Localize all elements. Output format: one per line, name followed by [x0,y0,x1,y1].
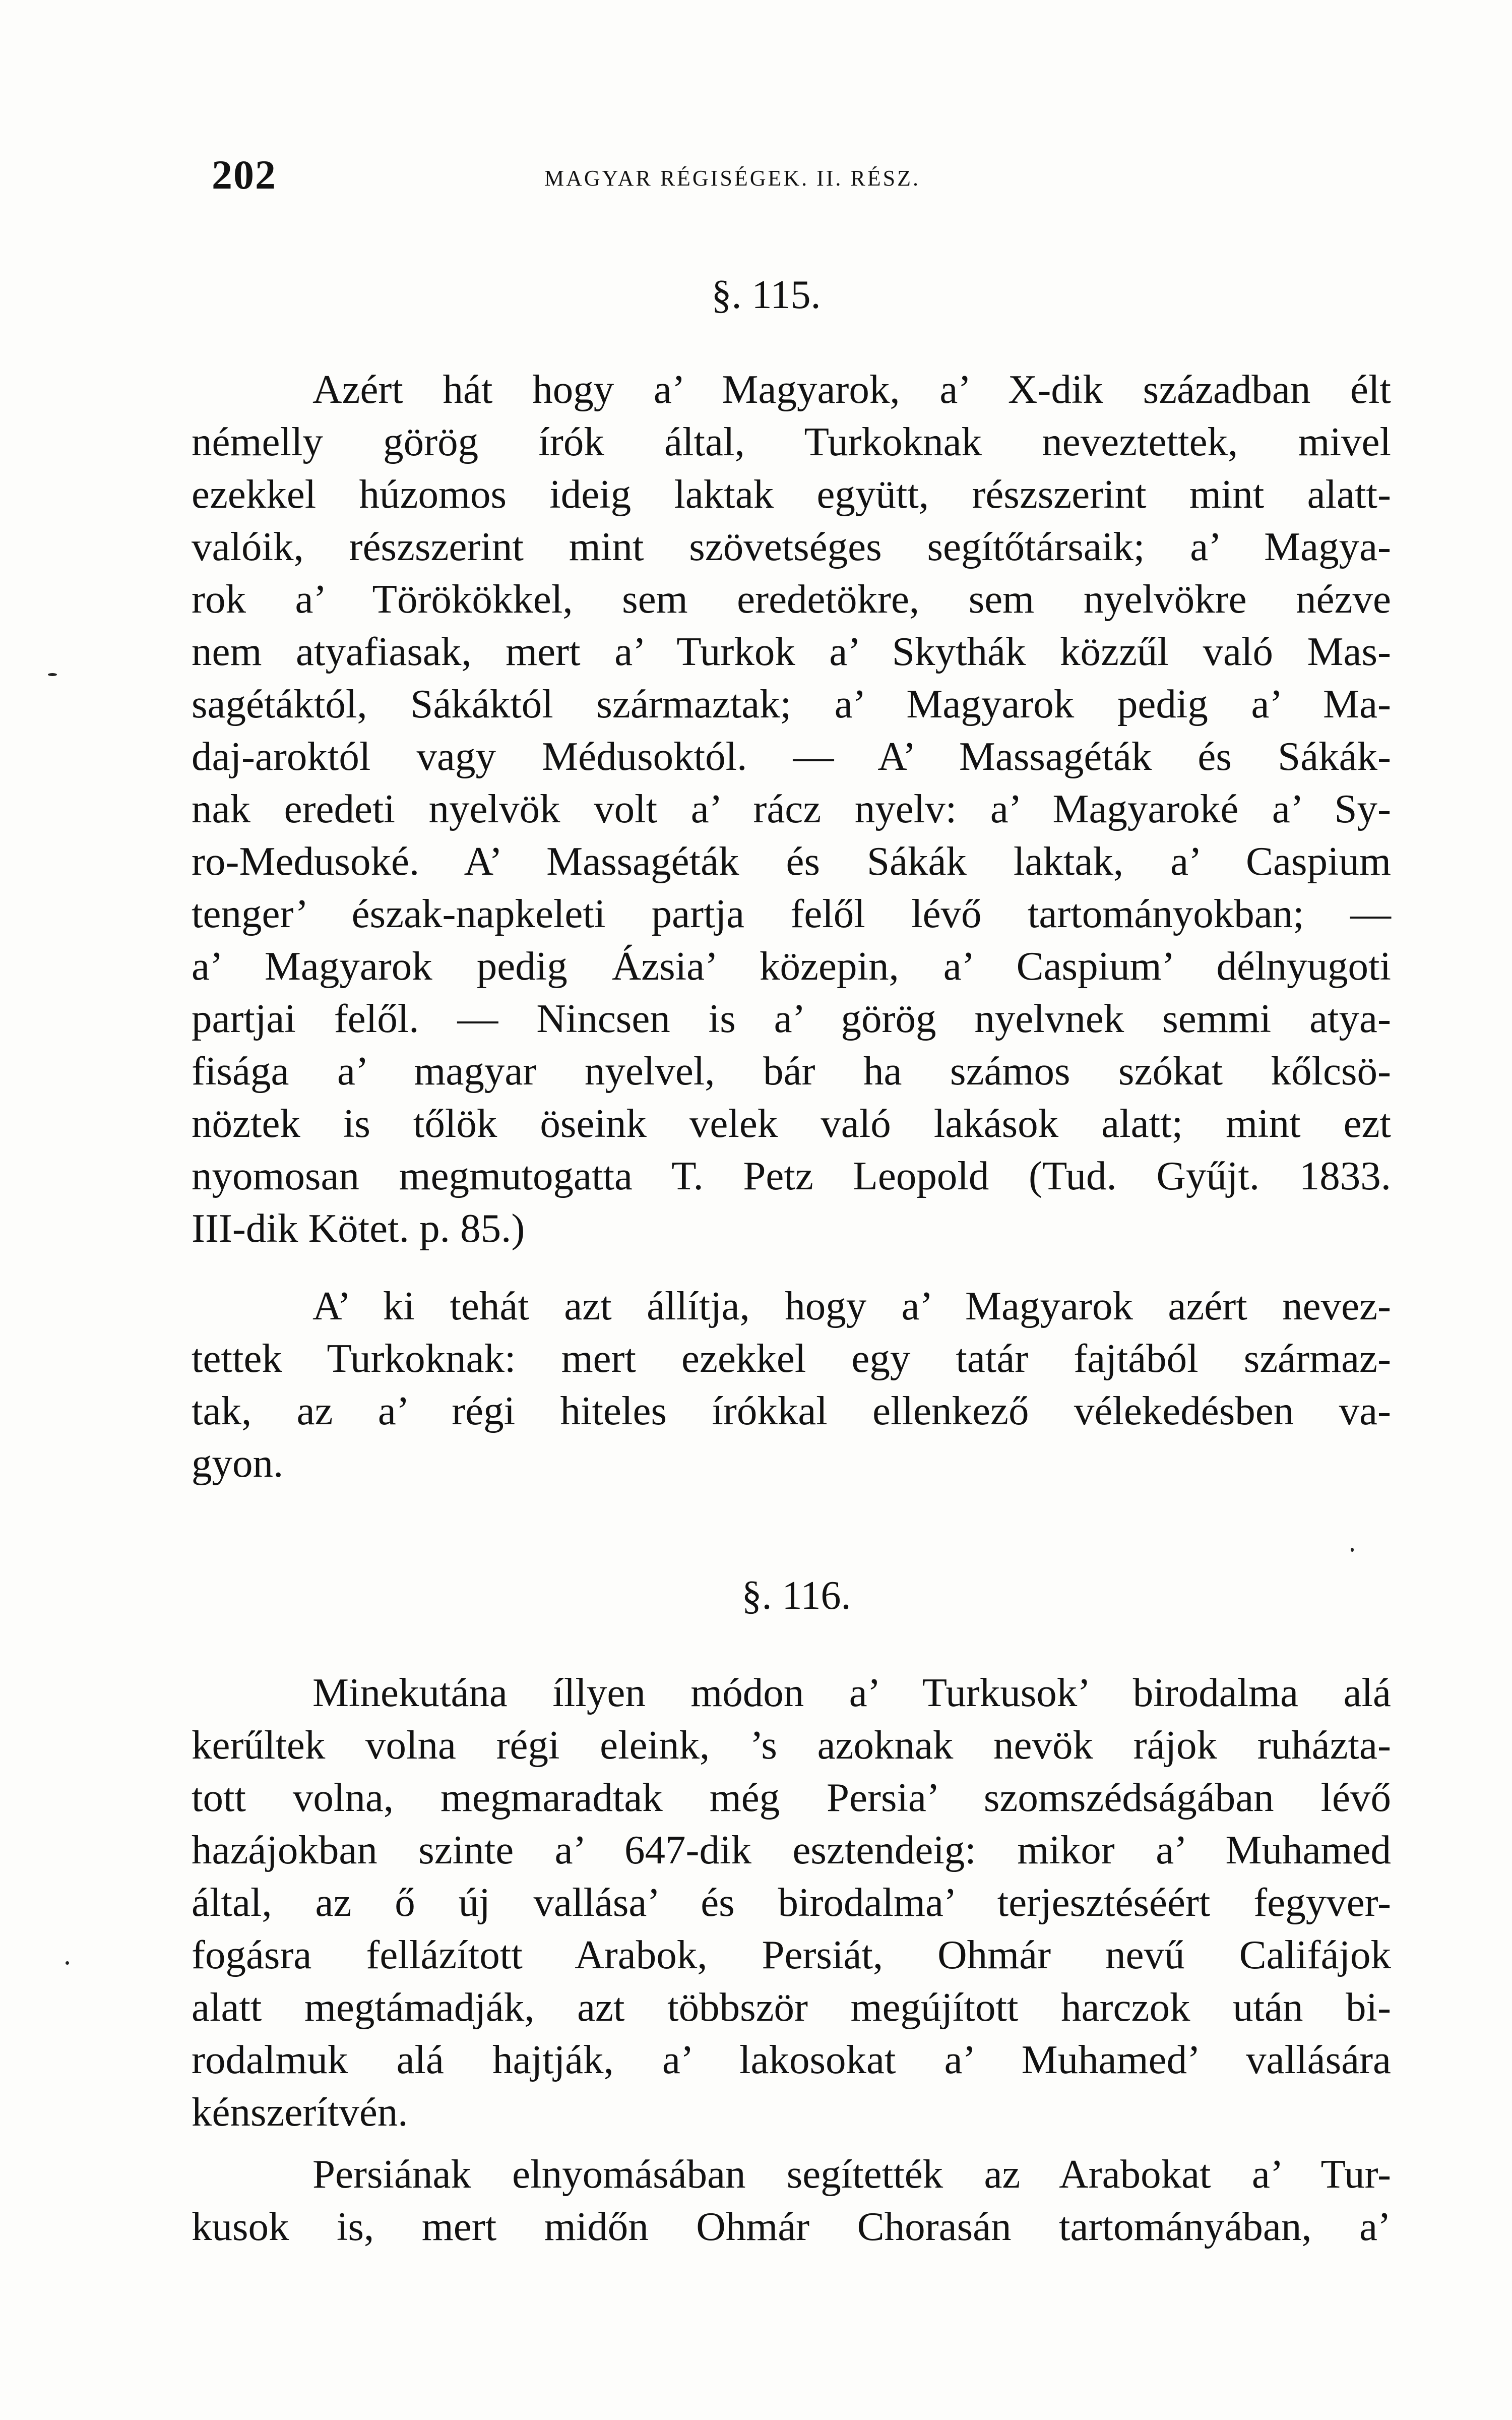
text-line: fisága a’ magyar nyelvel, bár ha számos szókat kőlcsö- [192,1048,1391,1094]
text-line: Minekutána íllyen módon a’ Turkusok’ birodalma alá [312,1670,1391,1715]
text-line: A’ ki tehát azt állítja, hogy a’ Magyarok azért nevez- [312,1283,1391,1328]
text-line: III-dik Kötet. p. 85.) [192,1205,525,1251]
text-line: által, az ő új vallása’ és birodalma’ terjesztéséért fegyver- [192,1880,1391,1925]
section-heading-115: §. 115. [711,273,821,317]
text-line: nyomosan megmutogatta T. Petz Leopold (Tud. Gyűjt. 1833. [192,1153,1391,1198]
text-line: fogásra fellázított Arabok, Persiát, Ohmár nevű Califájok [192,1932,1391,1977]
scan-speck [66,1961,69,1965]
scan-speck [48,673,57,676]
text-line: a’ Magyarok pedig Ázsia’ közepin, a’ Caspium’ délnyugoti [192,943,1391,989]
text-line: valóik, részszerint mint szövetséges segítőtársaik; a’ Magya- [192,524,1391,569]
section-115-paragraph-1 [192,363,1391,1254]
text-line: alatt megtámadják, azt többször megújított harczok után bi- [192,1984,1391,2030]
text-line: tak, az a’ régi hiteles írókkal ellenkező vélekedésben va- [192,1388,1391,1433]
text-line: némelly görög írók által, Turkoknak neveztettek, mivel [192,419,1391,464]
text-line: tettek Turkoknak: mert ezekkel egy tatár fajtából származ- [192,1336,1391,1381]
text-line: kusok is, mert midőn Ohmár Chorasán tartományában, a’ [192,2204,1391,2249]
running-head [212,151,1452,212]
text-line: daj-aroktól vagy Médusoktól. — A’ Massagéták és Sákák- [192,734,1391,779]
section-116-paragraph-2 [192,2148,1391,2253]
section-116-paragraph-1 [192,1666,1391,2138]
text-line: nöztek is tőlök öseink velek való lakások alatt; mint ezt [192,1101,1391,1146]
text-line: kerűltek volna régi eleink, ’s azoknak nevök rájok ruházta- [192,1722,1391,1768]
text-line: rodalmuk alá hajtják, a’ lakosokat a’ Muhamed’ vallására [192,2037,1391,2082]
section-115-paragraph-2 [192,1280,1391,1489]
text-line: tenger’ észak-napkeleti partja felől lévő tartományokban; — [192,891,1391,936]
page-number: 202 [212,152,277,198]
section-heading-116: §. 116. [741,1574,851,1618]
text-line: sagétáktól, Sákáktól származtak; a’ Magyarok pedig a’ Ma- [192,681,1391,727]
scan-speck [1351,1548,1354,1552]
text-line: rok a’ Törökökkel, sem eredetökre, sem nyelvökre nézve [192,576,1391,622]
text-line: ezekkel húzomos ideig laktak együtt, részszerint mint alatt- [192,471,1391,517]
text-line: nem atyafiasak, mert a’ Turkok a’ Skythák közzűl való Mas- [192,629,1391,674]
text-line: gyon. [192,1440,284,1486]
text-line: Azért hát hogy a’ Magyarok, a’ X-dik században élt [312,367,1391,412]
text-line: Persiának elnyomásában segítették az Arabokat a’ Tur- [312,2151,1391,2197]
text-line: hazájokban szinte a’ 647-dik esztendeig: mikor a’ Muhamed [192,1827,1391,1872]
text-line: partjai felől. — Nincsen is a’ görög nyelvnek semmi atya- [192,996,1391,1041]
text-line: tott volna, megmaradtak még Persia’ szomszédságában lévő [192,1775,1391,1820]
running-title: MAGYAR RÉGISÉGEK. II. RÉSZ. [544,166,920,191]
text-line: ro-Medusoké. A’ Massagéták és Sákák laktak, a’ Caspium [192,838,1391,884]
text-line: nak eredeti nyelvök volt a’ rácz nyelv: a’ Magyaroké a’ Sy- [192,786,1391,831]
text-line: kénszerítvén. [192,2089,408,2135]
